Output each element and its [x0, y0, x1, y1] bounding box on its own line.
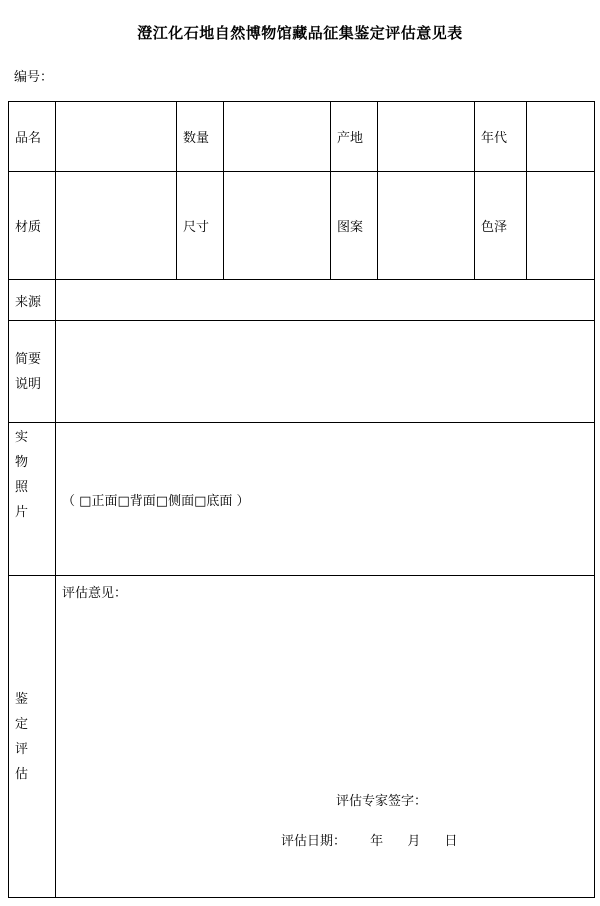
origin-label: 产地	[331, 102, 378, 172]
photo-options: （ □正面□背面□侧面□底面 ）	[62, 493, 250, 509]
date-label: 评估日期：	[281, 834, 347, 849]
table-row	[9, 321, 595, 423]
checkbox-back[interactable]: □背面	[117, 493, 156, 509]
appraisal-opinion-field[interactable]	[56, 576, 595, 898]
date-year: 年	[370, 834, 384, 849]
era-label: 年代	[475, 102, 527, 172]
table-row	[9, 280, 595, 321]
table-row	[9, 102, 595, 172]
appraisal-date	[281, 830, 457, 849]
table-row	[9, 423, 595, 576]
expert-signature-label: 评估专家签字：	[336, 794, 428, 809]
era-field[interactable]	[527, 102, 595, 172]
brief-description-label: 简要 说明	[9, 321, 56, 423]
table-row	[9, 172, 595, 280]
origin-field[interactable]	[378, 102, 475, 172]
quantity-label: 数量	[177, 102, 224, 172]
date-day: 日	[444, 834, 458, 849]
checkbox-front[interactable]: □正面	[79, 493, 118, 509]
item-name-label: 品名	[9, 102, 56, 172]
table-row	[9, 576, 595, 898]
material-label: 材质	[9, 172, 56, 280]
source-label: 来源	[9, 280, 56, 321]
material-field[interactable]	[56, 172, 177, 280]
photo-label: 实 物 照 片	[9, 423, 56, 576]
size-label: 尺寸	[177, 172, 224, 280]
appraisal-label: 鉴 定 评 估	[9, 576, 56, 898]
opinion-title: 评估意见：	[62, 586, 128, 601]
color-label: 色泽	[475, 172, 527, 280]
serial-number-label: 编号：	[14, 70, 54, 85]
document-title: 澄江化石地自然博物馆藏品征集鉴定评估意见表	[137, 24, 463, 42]
color-field[interactable]	[527, 172, 595, 280]
pattern-label: 图案	[331, 172, 378, 280]
appraisal-form-table	[8, 101, 595, 898]
source-field[interactable]	[56, 280, 595, 321]
checkbox-side[interactable]: □侧面	[155, 493, 195, 509]
photo-field[interactable]	[56, 423, 595, 576]
checkbox-bottom[interactable]: □底面	[194, 493, 233, 509]
item-name-field[interactable]	[56, 102, 177, 172]
date-month: 月	[407, 834, 421, 849]
brief-description-field[interactable]	[56, 321, 595, 423]
quantity-field[interactable]	[224, 102, 331, 172]
size-field[interactable]	[224, 172, 331, 280]
pattern-field[interactable]	[378, 172, 475, 280]
